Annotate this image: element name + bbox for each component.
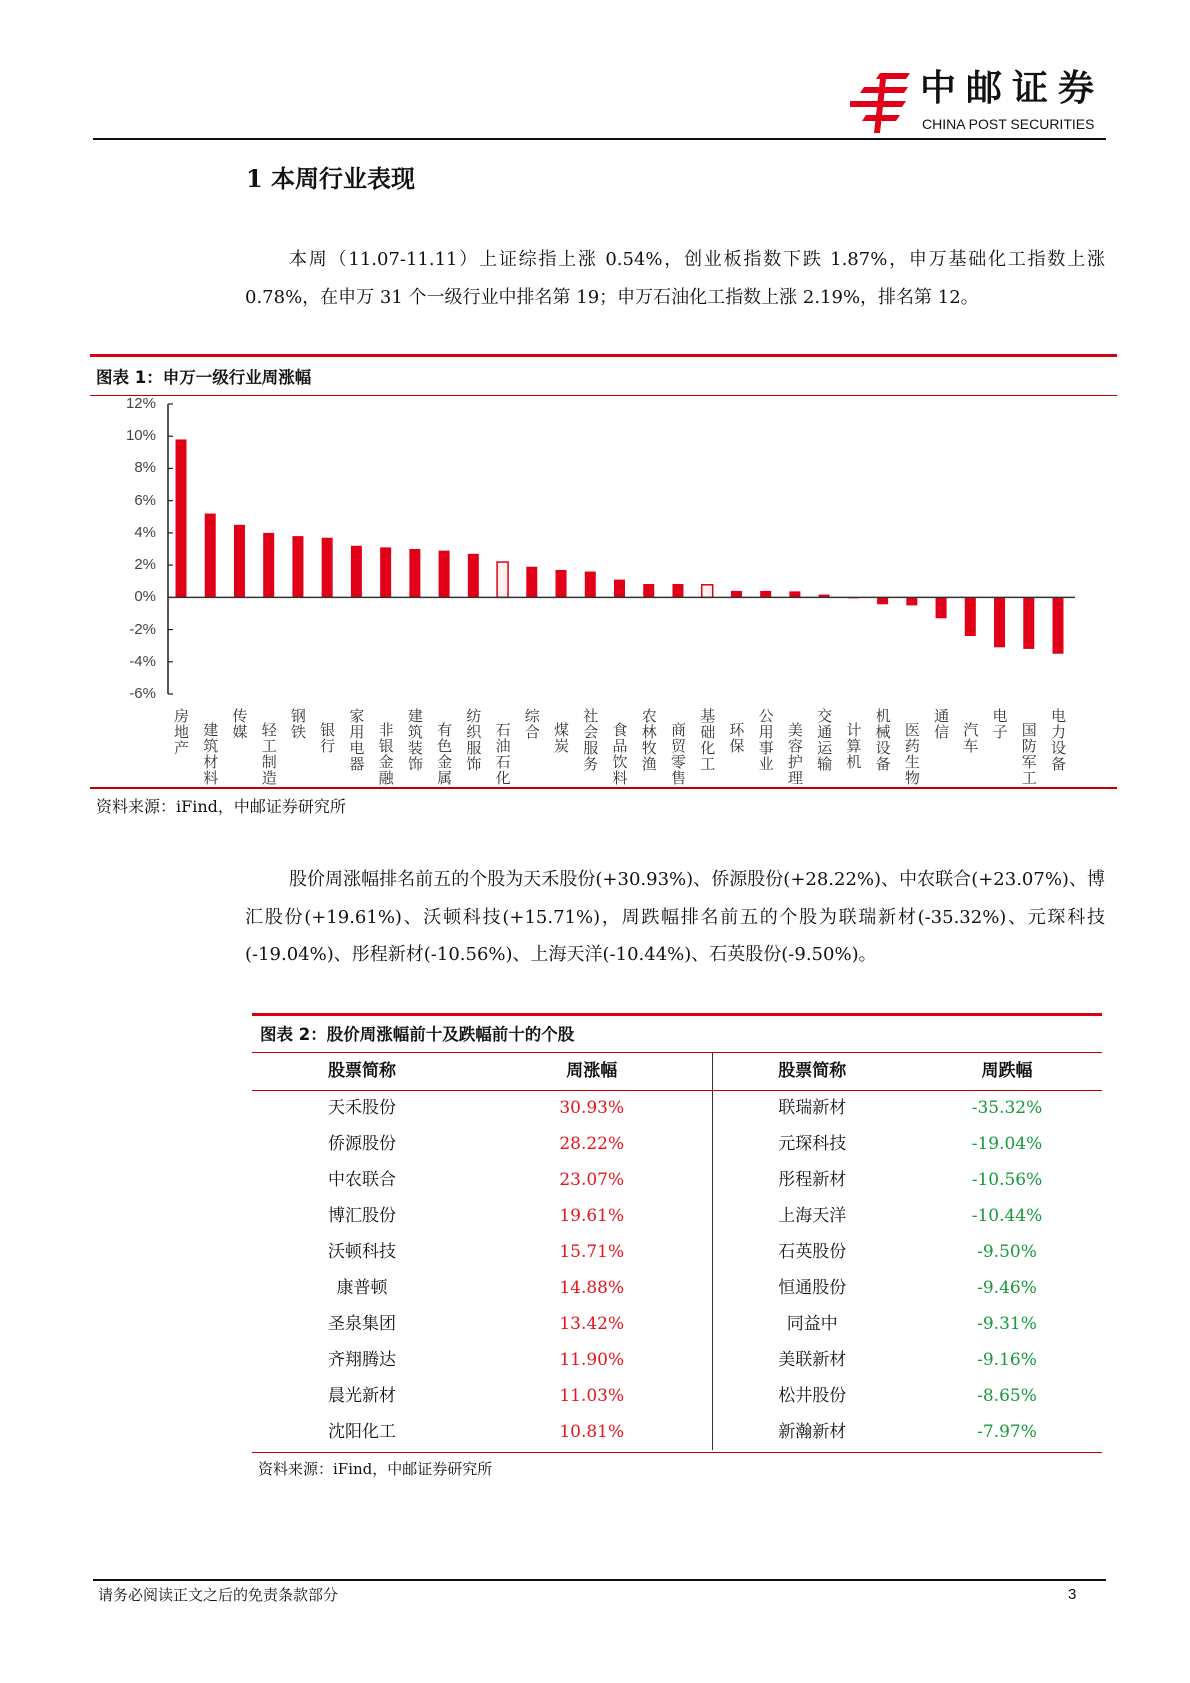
chart-plot: [0, 0, 1190, 800]
y-tick-label: -4%: [129, 652, 156, 670]
gain-stock-name: 晨光新材: [328, 1386, 396, 1406]
table-row: [252, 1306, 1102, 1342]
y-tick-label: 8%: [134, 459, 156, 477]
loss-stock-name: 新瀚新材: [778, 1422, 847, 1442]
x-tick-label: 有色金属: [435, 722, 454, 786]
bar-家用电器: [351, 546, 362, 598]
x-tick-label: 社会服务: [581, 708, 600, 772]
table-row: [252, 1270, 1102, 1306]
figure2-caption: 图表 2：股价周涨幅前十及跌幅前十的个股: [260, 1025, 575, 1044]
figure2-source: 资料来源：iFind，中邮证券研究所: [258, 1460, 493, 1478]
bar-传媒: [234, 525, 245, 598]
bar-有色金属: [439, 551, 450, 598]
loss-pct: -7.97%: [977, 1422, 1037, 1442]
loss-pct: -9.31%: [977, 1314, 1037, 1334]
gain-stock-name: 康普顿: [336, 1278, 388, 1298]
bar-石油石化: [497, 562, 508, 597]
x-tick-label: 计算机: [844, 722, 863, 770]
x-tick-label: 美容护理: [785, 722, 804, 786]
loss-pct: -10.56%: [971, 1170, 1043, 1190]
x-tick-label: 非银金融: [376, 722, 395, 786]
bar-通信: [936, 597, 947, 618]
bar-商贸零售: [672, 584, 683, 597]
x-tick-label: 国防军工: [1019, 722, 1038, 786]
bar-房地产: [176, 439, 187, 597]
bar-综合: [526, 567, 537, 598]
x-tick-label: 煤炭: [552, 722, 571, 754]
gain-pct: 28.22%: [472, 1126, 712, 1162]
footer-divider: [93, 1579, 1106, 1581]
y-tick-label: 12%: [125, 395, 156, 412]
table-row: [252, 1090, 1102, 1126]
loss-pct: -9.50%: [977, 1242, 1037, 1262]
gain-stock-name: 博汇股份: [328, 1206, 396, 1226]
gain-pct: 15.71%: [472, 1234, 712, 1270]
bar-建筑装饰: [409, 549, 420, 597]
gain-stock-name: 沃顿科技: [328, 1242, 396, 1262]
bar-社会服务: [585, 572, 596, 598]
bar-美容护理: [789, 591, 800, 597]
figure1-caption: 图表 1：申万一级行业周涨幅: [96, 368, 312, 387]
bar-建筑材料: [205, 514, 216, 598]
figure1-bottom-rule: [90, 787, 1117, 789]
x-tick-label: 建筑材料: [201, 722, 220, 786]
bar-非银金融: [380, 547, 391, 597]
x-tick-label: 农林牧渔: [639, 708, 658, 772]
gain-pct: 11.90%: [472, 1342, 712, 1378]
x-tick-label: 电力设备: [1049, 708, 1067, 772]
table-row: [252, 1378, 1102, 1414]
x-tick-label: 电子: [990, 708, 1009, 740]
paragraph-market-summary: 本周（11.07-11.11）上证综指上涨 0.54%，创业板指数下跌 1.87%，申万基础化工指数上涨 0.78%，在申万 31 个一级行业中排名第 19；申万石油化工指数上涨 2.19%，排名第 12。: [245, 249, 1105, 308]
x-tick-label: 银行: [318, 722, 337, 754]
bar-公用事业: [760, 591, 771, 597]
col-header-loss-name: 股票简称: [712, 1053, 912, 1090]
x-tick-label: 环保: [727, 722, 746, 754]
bar-农林牧渔: [643, 584, 654, 597]
loss-pct: -8.65%: [977, 1386, 1037, 1406]
col-header-gain-name: 股票简称: [252, 1053, 472, 1090]
gain-stock-name: 天禾股份: [328, 1098, 396, 1119]
loss-pct: -19.04%: [971, 1134, 1043, 1154]
logo-english: CHINA POST SECURITIES: [922, 116, 1095, 132]
x-tick-label: 基础化工: [698, 708, 717, 772]
bar-机械设备: [877, 597, 888, 604]
loss-pct: -35.32%: [971, 1098, 1043, 1119]
gain-pct: 30.93%: [472, 1090, 712, 1126]
logo-text: 中邮证券: [920, 68, 1105, 109]
table-row: [252, 1342, 1102, 1378]
loss-stock-name: 上海天洋: [778, 1206, 847, 1226]
loss-stock-name: 同益中: [786, 1314, 838, 1334]
gain-stock-name: 侨源股份: [328, 1134, 396, 1154]
col-header-loss: 周跌幅: [912, 1053, 1102, 1090]
bar-汽车: [965, 597, 976, 636]
gain-pct: 14.88%: [472, 1270, 712, 1306]
page-number: 3: [1068, 1586, 1077, 1603]
loss-stock-name: 彤程新材: [778, 1170, 847, 1190]
y-tick-label: -6%: [129, 685, 156, 702]
bar-煤炭: [556, 570, 567, 597]
top-stocks-table: [252, 1053, 1102, 1450]
figure1-source: 资料来源：iFind，中邮证券研究所: [96, 797, 346, 816]
gain-pct: 10.81%: [472, 1414, 712, 1450]
loss-stock-name: 恒通股份: [778, 1278, 847, 1298]
loss-stock-name: 联瑞新材: [778, 1098, 847, 1119]
bar-电子: [994, 597, 1005, 647]
table-header-row: [252, 1053, 1102, 1090]
x-tick-label: 综合: [522, 708, 541, 740]
x-tick-label: 钢铁: [288, 708, 307, 740]
bar-纺织服饰: [468, 554, 479, 598]
loss-stock-name: 美联新材: [778, 1350, 847, 1370]
x-tick-label: 商贸零售: [668, 722, 687, 786]
loss-stock-name: 松井股份: [778, 1386, 847, 1406]
y-tick-label: -2%: [129, 620, 156, 638]
x-tick-label: 公用事业: [756, 708, 775, 772]
x-tick-label: 房地产: [172, 708, 190, 756]
bar-环保: [731, 591, 742, 597]
x-tick-label: 建筑装饰: [405, 708, 424, 772]
bar-轻工制造: [263, 533, 274, 597]
y-tick-label: 0%: [134, 588, 156, 606]
col-header-gain: 周涨幅: [472, 1053, 712, 1090]
x-tick-label: 家用电器: [347, 708, 366, 772]
gain-pct: 11.03%: [472, 1378, 712, 1414]
x-tick-label: 通信: [932, 708, 951, 740]
industry-weekly-change-chart: [0, 0, 1190, 800]
paragraph-top-stocks: 股价周涨幅排名前五的个股为天禾股份(+30.93%)、侨源股份(+28.22%)、中农联合(+23.07%)、博汇股份(+19.61%)、沃顿科技(+15.71%)，周跌幅排名前五的个股为联瑞新材(-35.32%)、元琛科技(-19.04%)、彤程新材(-10.56%)、上海天洋(-10.44%)、石英股份(-9.50%)。: [245, 869, 1105, 965]
loss-pct: -9.16%: [977, 1350, 1037, 1370]
table-row: [252, 1198, 1102, 1234]
gain-stock-name: 圣泉集团: [328, 1314, 396, 1334]
table-row: [252, 1234, 1102, 1270]
footer-disclaimer: 请务必阅读正文之后的免责条款部分: [98, 1586, 339, 1604]
loss-stock-name: 石英股份: [778, 1242, 847, 1262]
figure2-top-rule: [252, 1013, 1102, 1016]
x-tick-label: 轻工制造: [259, 722, 278, 786]
gain-stock-name: 中农联合: [328, 1170, 396, 1190]
loss-pct: -9.46%: [977, 1278, 1037, 1298]
bar-钢铁: [292, 536, 303, 597]
y-tick-label: 6%: [134, 491, 156, 509]
loss-pct: -10.44%: [971, 1206, 1043, 1226]
x-tick-label: 医药生物: [902, 722, 921, 786]
figure2-bottom-rule: [252, 1452, 1102, 1453]
x-tick-label: 传媒: [230, 708, 249, 740]
gain-pct: 13.42%: [472, 1306, 712, 1342]
y-tick-label: 10%: [125, 427, 156, 445]
x-tick-label: 汽车: [961, 722, 980, 754]
bar-基础化工: [702, 585, 713, 598]
table-row: [252, 1162, 1102, 1198]
x-tick-label: 食品饮料: [610, 722, 629, 786]
x-tick-label: 石油石化: [493, 722, 512, 786]
x-tick-label: 机械设备: [873, 708, 892, 772]
bar-国防军工: [1023, 597, 1034, 649]
gain-stock-name: 沈阳化工: [328, 1422, 396, 1442]
gain-pct: 23.07%: [472, 1162, 712, 1198]
x-tick-label: 交通运输: [815, 708, 834, 772]
y-tick-label: 4%: [134, 523, 156, 541]
loss-stock-name: 元琛科技: [778, 1134, 847, 1154]
table-row: [252, 1414, 1102, 1450]
table-row: [252, 1126, 1102, 1162]
y-tick-label: 2%: [134, 556, 156, 574]
bar-医药生物: [906, 597, 917, 605]
bar-银行: [322, 538, 333, 598]
gain-pct: 19.61%: [472, 1198, 712, 1234]
bar-电力设备: [1053, 597, 1064, 653]
bar-食品饮料: [614, 580, 625, 598]
section-title: 1 本周行业表现: [246, 164, 416, 193]
gain-stock-name: 齐翔腾达: [328, 1350, 396, 1370]
x-tick-label: 纺织服饰: [464, 708, 483, 772]
